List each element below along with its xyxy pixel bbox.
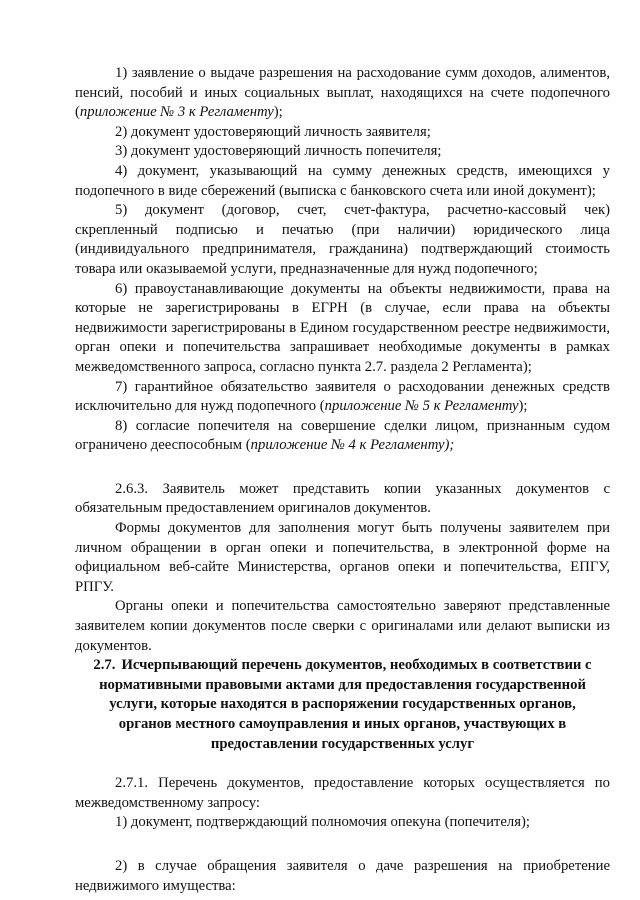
section-heading-2-7 — [75, 656, 610, 754]
annex-reference: приложение № 5 к Регламенту — [324, 398, 519, 415]
list-item-1: 1) заявление о выдаче разрешения на расходование сумм доходов, алиментов, пенсий, пособий и иных социальных выплат, находящихся на счете подопечного (приложение № 3 к Регламенту); — [75, 65, 610, 121]
list-item-5: 5) документ (договор, счет, счет-фактура, расчетно-кассовый чек) скрепленный подписью и печатью (при наличии) юридического лица (индивидуального предпринимателя, гражданина) подтверждающий стоимость товара или оказываемой услуги, предназначенные для нужд подопечного; — [75, 202, 610, 277]
paragraph-2-6-3: 2.6.3. Заявитель может представить копии указанных документов с обязательным предоставлением оригиналов документов. — [75, 480, 610, 517]
list-item-real-estate: 2) в случае обращения заявителя о даче разрешения на приобретение недвижимого имущества: — [75, 857, 610, 894]
list-item-3: 3) документ удостоверяющий личность попечителя; — [115, 143, 442, 160]
section-number: 2.7. — [93, 657, 116, 674]
list-item-guardian-authority: 1) документ, подтверждающий полномочия опекуна (попечителя); — [115, 814, 530, 831]
list-item-2: 2) документ удостоверяющий личность заявителя; — [115, 123, 431, 140]
list-item-4: 4) документ, указывающий на сумму денежных средств, имеющихся у подопечного в виде сбережений (выписка с банковского счета или иной документ); — [75, 162, 610, 199]
list-item-7: 7) гарантийное обязательство заявителя о расходовании денежных средств исключительно для нужд подопечного (приложение № 5 к Регламенту); — [75, 378, 610, 415]
list-item-8: 8) согласие попечителя на совершение сделки лицом, признанным судом ограничено дееспособным (приложение № 4 к Регламенту); — [75, 417, 610, 454]
annex-reference: приложение № 4 к Регламенту); — [250, 437, 455, 454]
paragraph-forms: Формы документов для заполнения могут быть получены заявителем при личном обращении в орган опеки и попечительства, в электронной форме на официальном веб-сайте Министерства, органов опеки и попечительства, ЕПГУ, РПГУ. — [75, 520, 610, 595]
paragraph-certification: Органы опеки и попечительства самостоятельно заверяют представленные заявителем копии документов после сверки с оригиналами или делают выписки из документов. — [75, 598, 610, 654]
list-item-6: 6) правоустанавливающие документы на объекты недвижимости, права на которые не зарегистрированы в ЕГРН (в случае, если права на объекты недвижимости зарегистрированы в Едином государственном реестре недвижимости, орган опеки и попечительства запрашивает необходимые документы в рамках межведомственного запроса, согласно пункта 2.7. раздела 2 Регламента); — [75, 280, 610, 375]
paragraph-2-7-1: 2.7.1. Перечень документов, предоставление которых осуществляется по межведомственному запросу: — [75, 775, 610, 811]
section-title: Исчерпывающий перечень документов, необходимых в соответствии с нормативными правовыми актами для предоставления государственной услуги, которые находятся в распоряжении государственных органов, органов местного самоуправления и иных органов, участвующих в предоставлении государственных услуг — [99, 657, 592, 752]
annex-reference: приложение № 3 к Регламенту — [79, 104, 274, 121]
